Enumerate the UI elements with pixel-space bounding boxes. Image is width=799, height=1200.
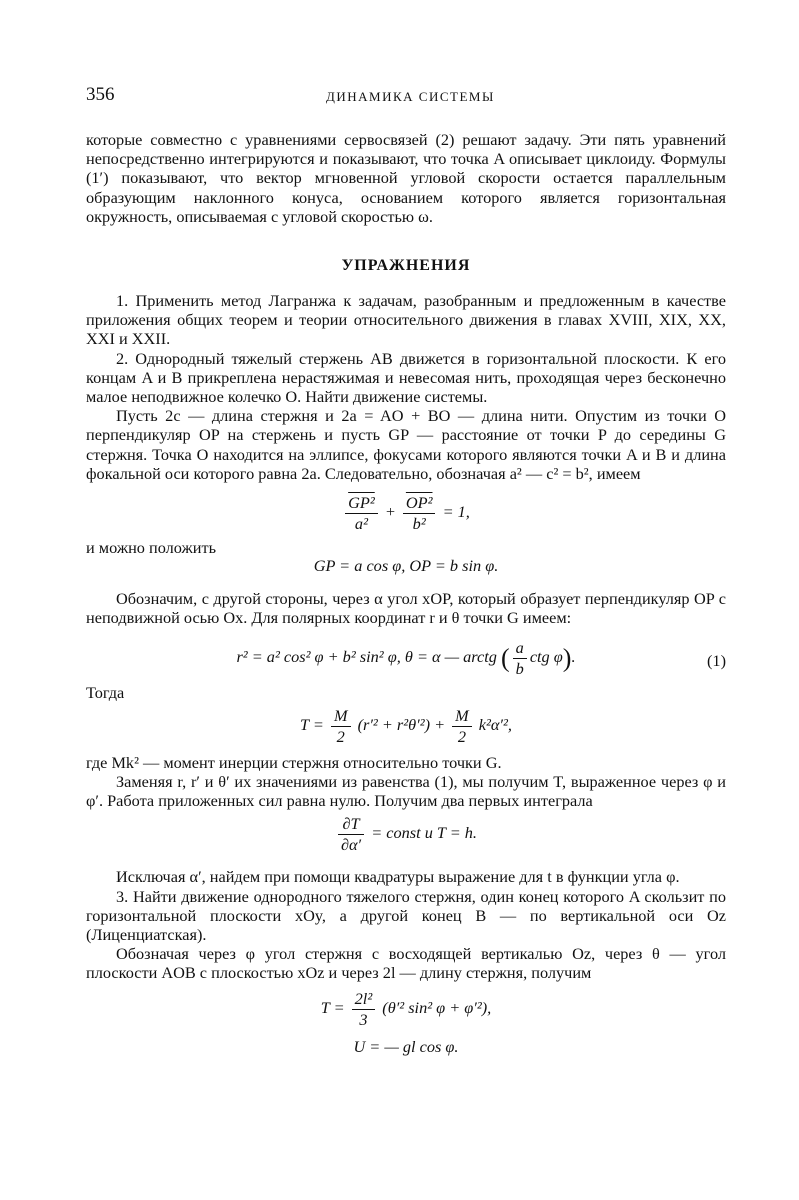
page-header [86,80,726,116]
page-number: 356 [86,84,115,105]
eqT-den2: 2 [457,726,466,746]
equation-potential: U = — gl cos φ. [353,1036,459,1056]
exercise-3-text: Обозначая через φ угол стержня с восходящей вертикалью Oz, через θ — угол плоскости AOB с плоскостью xOz и через 2l — длину стержня, получим [86,944,726,983]
eqT-mid: (r′² + r²θ′²) + [357,715,446,735]
eqT2-prefix: T = [320,997,345,1017]
eq-ellipse-num1: GP² [345,493,378,514]
equation-number: (1) [707,650,726,670]
eq-ellipse-rhs: = 1, [442,502,470,522]
eqT2-den: 3 [359,1009,368,1029]
text-moment: где Mk² — момент инерции стержня относительно точки G. [86,752,502,772]
eqT-suffix: k²α′², [478,715,512,735]
eqint-rest: = const и T = h. [371,823,478,843]
equation-ellipse [86,493,726,534]
intro-paragraph: которые совместно с уравнениями сервосвязей (2) решают задачу. Эти пять уравнений непосредственно интегрируются и показывают, что точка A описывает циклоиду. Формулы (1′) показывают, что вектор мгновенной угловой скорости остается параллельным образующим наклонного конуса, основанием которого является горизонтальная окружность, описываемая с угловой скоростью ω. [86,130,726,226]
eq1-left: r² = a² cos² φ + b² sin² φ, θ = α — arctg [236,646,497,666]
eqT-num1: M [331,706,351,727]
section-title: УПРАЖНЕНИЯ [341,257,471,275]
page [86,80,726,1062]
eqint-den: ∂α′ [340,835,362,855]
eqT2-rest: (θ′² sin² φ + φ′²), [382,997,492,1017]
eqint-num: ∂T [338,814,364,835]
eq-ellipse-den2: b² [412,514,426,534]
equation-kinetic-energy [86,706,726,747]
eq1-right: ctg φ [529,646,563,666]
equation-param: GP = a cos φ, OP = b sin φ. [313,556,499,576]
text-then: Тогда [86,682,125,702]
equation-kinetic-energy-2 [86,989,726,1030]
equation-1: r² = a² cos² φ + b² sin² φ, θ = α — arctg ( $\frac{a}{b}$ ctg φ). (1) [236,637,726,678]
text-alpha: Обозначим, с другой стороны, через α угол xOP, который образует перпендикуляр OP с неподвижной осью Ox. Для полярных координат r и θ точки G имеем: [86,589,726,628]
exercise-2: 2. Однородный тяжелый стержень AB движется в горизонтальной плоскости. К его концам A и B прикреплена нерастяжимая и невесомая нить, проходящая через бесконечно малое неподвижное колечко O. Найти движение системы. [86,348,726,407]
exercise-3: 3. Найти движение однородного тяжелого стержня, один конец которого A скользит по горизонтальной плоскости xOy, а другой конец B — по вертикальной оси Oz (Лиценциатская). [86,886,726,945]
eqT2-num: 2l² [352,989,376,1010]
eq-ellipse-num2: OP² [403,493,436,514]
eqT-num2: M [452,706,472,727]
eq1-num: a [513,638,527,659]
eqT-den1: 2 [336,726,345,746]
eq1-den: b [515,658,524,678]
exercise-2-text: Пусть 2c — длина стержня и 2a = AO + BO — длина нити. Опустим из точки O перпендикуляр OP на стержень и пусть GP — расстояние от точки P до середины G стержня. Точка O находится на эллипсе, фокусами которого являются точки A и B и длина фокальной оси которого равна 2a. Следовательно, обозначая a² — c² = b², имеем [86,406,726,483]
equation-integrals [86,814,726,855]
text-put: и можно положить [86,538,216,558]
eq-ellipse-den1: a² [354,514,368,534]
eqT-prefix: T = [300,715,324,735]
running-head: ДИНАМИКА СИСТЕМЫ [326,89,495,104]
exercise-1: 1. Применить метод Лагранжа к задачам, разобранным и предложенным в качестве приложения общих теорем и теории относительного движения в главах XVIII, XIX, XX, XXI и XXII. [86,291,726,349]
text-replace: Заменяя r, r′ и θ′ их значениями из равенства (1), мы получим T, выраженное через φ и φ′. Работа приложенных сил равна нулю. Получим два первых интеграла [86,772,726,811]
text-exclude: Исключая α′, найдем при помощи квадратуры выражение для t в функции угла φ. [116,867,680,887]
eq-ellipse-plus: + [384,502,396,522]
